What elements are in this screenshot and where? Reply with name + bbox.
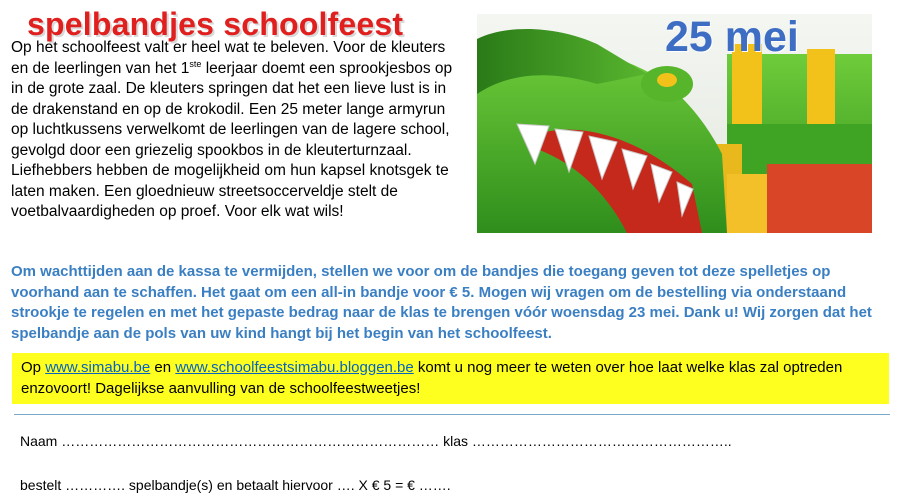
intro-paragraph bbox=[11, 38, 457, 223]
blog-link[interactable]: www.schoolfeestsimabu.bloggen.be bbox=[175, 359, 414, 376]
website-notice bbox=[12, 353, 889, 404]
name-class-field[interactable]: Naam ……………………………………………………………………… klas ……………………………………………….. bbox=[20, 433, 732, 449]
notice-suffix: komt u nog meer te weten over hoe laat welke klas zal optreden enzovoort! Dagelijkse aanvulling van de schoolfeestweetjes! bbox=[21, 359, 843, 397]
intro-text-rest: leerjaar doemt een sprookjesbos op in de grote zaal. De kleuters springen dat het een lieve lust is in de drakenstand en op de krokodil. Een 25 meter lange armyrun op luchtkussens verwelkomt de leerlingen van de lagere school, gevolgd door een griezelig spookbos in de kleuterturnzaal. Liefhebbers hebben de mogelijkheid om hun kapsel knotsgek te laten maken. Een gloednieuw streetsoccerveldje stelt de voetbalvaardigheden op proef. Voor elk wat wils! bbox=[11, 59, 453, 220]
notice-middle: en bbox=[150, 359, 176, 376]
cut-line bbox=[14, 414, 890, 415]
ordinal-suffix: ste bbox=[189, 58, 202, 69]
order-amount-field[interactable]: bestelt …………. spelbandje(s) en betaalt hiervoor …. X € 5 = € ……. bbox=[20, 477, 451, 493]
event-date: 25 mei bbox=[665, 13, 799, 61]
ticket-info-paragraph: Om wachttijden aan de kassa te vermijden, stellen we voor om de bandjes die toegang geven tot deze spelletjes op voorhand aan te schaffen. Het gaat om een all-in bandje voor € 5. Mogen wij vragen om de bestelling via onderstaand strookje te regelen en met het gepaste bedrag naar de klas te brengen vóór woensdag 23 mei. Dank u! Wij zorgen dat het spelbandje aan de pols van uw kind hangt bij het begin van het schoolfeest. bbox=[11, 263, 872, 342]
notice-prefix: Op bbox=[21, 359, 46, 376]
page-title: spelbandjes schoolfeest bbox=[27, 6, 404, 42]
intro-text-start: Op het schoolfeest valt er heel wat te beleven. Voor de kleuters en de leerlingen van het 1 bbox=[11, 39, 446, 77]
simabu-link[interactable]: www.simabu.be bbox=[45, 359, 151, 376]
